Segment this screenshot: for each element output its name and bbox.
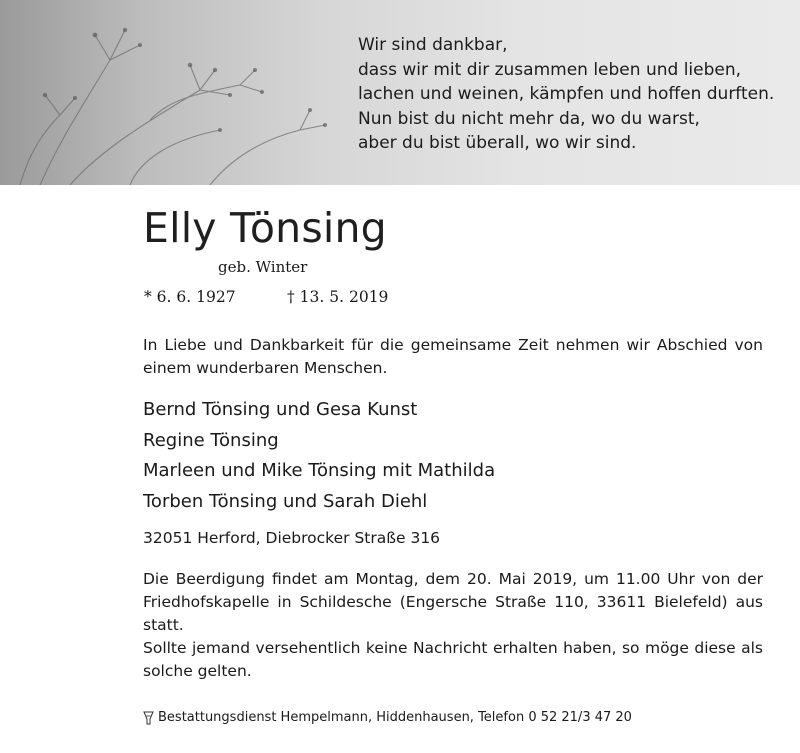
notification-note: Sollte jemand versehentlich keine Nachricht erhalten haben, so möge diese als solche gelten.	[143, 639, 763, 680]
mourner-line: Regine Tönsing	[143, 429, 279, 451]
mourner-line: Torben Tönsing und Sarah Diehl	[143, 490, 428, 512]
poem	[358, 33, 774, 156]
deceased-name: Elly Tönsing	[143, 204, 387, 252]
maiden-name: geb. Winter	[218, 258, 308, 276]
funeral-service-icon	[143, 710, 154, 726]
family-address: 32051 Herford, Diebrocker Straße 316	[143, 529, 441, 547]
header-banner	[0, 0, 800, 185]
poem-line: dass wir mit dir zusammen leben und lieben,	[358, 59, 742, 80]
intro-text: In Liebe und Dankbarkeit für die gemeinsame Zeit nehmen wir Abschied von einem wunderbaren Menschen.	[143, 336, 763, 377]
poem-line: aber du bist überall, wo wir sind.	[358, 133, 637, 153]
mourners-list	[143, 395, 495, 517]
dried-plant-image	[0, 0, 360, 185]
footer	[143, 708, 632, 728]
poem-line: lachen und weinen, kämpfen und hoffen durften.	[358, 84, 775, 104]
mourner-line: Bernd Tönsing und Gesa Kunst	[143, 399, 418, 420]
poem-line: Wir sind dankbar,	[358, 35, 508, 55]
poem-line: Nun bist du nicht mehr da, wo du warst,	[358, 108, 700, 129]
mourner-line: Marleen und Mike Tönsing mit Mathilda	[143, 460, 496, 481]
funeral-notice	[143, 568, 763, 683]
death-date: † 13. 5. 2019	[287, 288, 389, 306]
funeral-service-text: Bestattungsdienst Hempelmann, Hiddenhausen, Telefon 0 52 21/3 47 20	[158, 710, 632, 725]
funeral-details: Die Beerdigung findet am Montag, dem 20. Mai 2019, um 11.00 Uhr von der Friedhofskapelle in Schildesche (Engersche Straße 110, 33611 Bielefeld) aus statt.	[143, 570, 763, 634]
birth-date: * 6. 6. 1927	[144, 288, 236, 306]
